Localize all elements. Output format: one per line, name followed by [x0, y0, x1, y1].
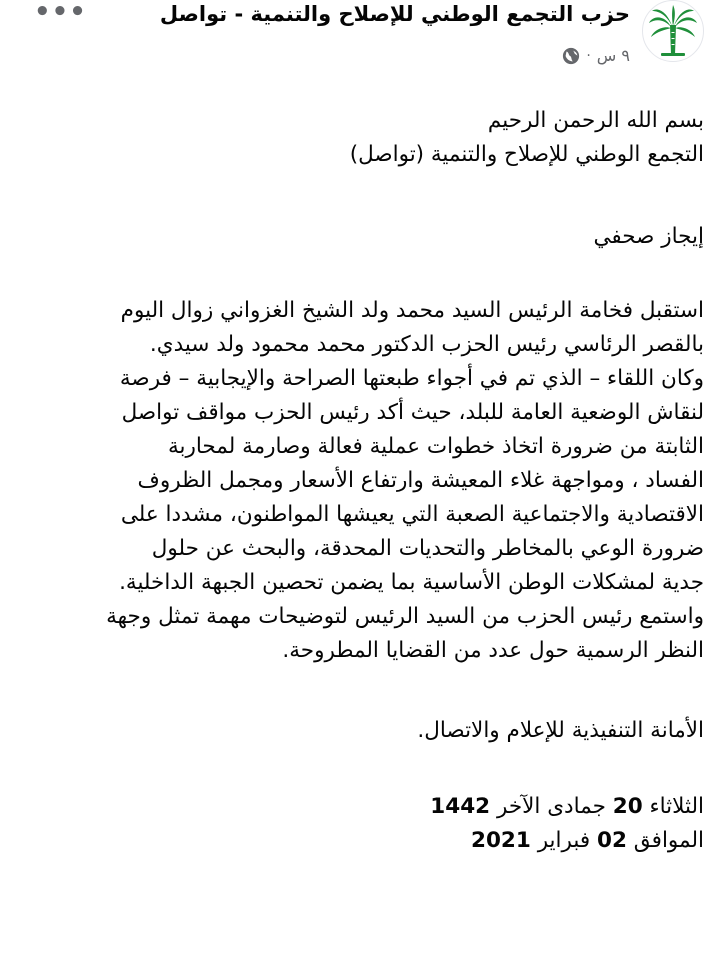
date-prefix: الموافق [633, 828, 704, 853]
paragraph-line: النظر الرسمية حول عدد من القضايا المطروحة. [282, 638, 704, 663]
palm-tree-logo [643, 1, 703, 61]
basmala: بسم الله الرحمن الرحيم [487, 108, 704, 133]
page-name[interactable]: حزب التجمع الوطني للإصلاح والتنمية - تواصل [159, 2, 630, 26]
paragraph-line: الثابتة من ضرورة اتخاذ خطوات عملية فعالة وصارمة لمحاربة [167, 434, 704, 459]
globe-icon[interactable] [562, 47, 580, 65]
paragraph-line: استقبل فخامة الرئيس السيد محمد ولد الشيخ الغزواني زوال اليوم [120, 298, 704, 323]
paragraph-line: الفساد ، ومواجهة غلاء المعيشة وارتفاع الأسعار ومجمل الظروف [137, 468, 704, 493]
signature: الأمانة التنفيذية للإعلام والاتصال. [417, 718, 704, 743]
date-month: فبراير [537, 828, 591, 853]
post-body [34, 104, 704, 858]
meta-separator: · [586, 47, 591, 64]
date-gregorian [34, 824, 704, 858]
date-day-name: الثلاثاء [649, 794, 704, 819]
date-year: 1442 [430, 794, 491, 819]
paragraph-line: ضرورة الوعي بالمخاطر والتحديات المحدقة، والبحث عن حلول [151, 536, 704, 561]
press-heading: إيجاز صحفي [593, 224, 704, 249]
post-header [0, 0, 720, 80]
press-paragraph [34, 294, 704, 668]
date-day: 20 [612, 794, 643, 819]
date-month: جمادى الآخر [496, 794, 606, 819]
date-year: 2021 [471, 828, 531, 853]
paragraph-line: وكان اللقاء – الذي تم في أجواء طبعتها الصراحة والإيجابية – فرصة [119, 366, 704, 391]
date-hijri [34, 790, 704, 824]
page-avatar[interactable] [642, 0, 704, 62]
post-meta [562, 46, 630, 65]
date-day: 02 [596, 828, 627, 853]
paragraph-line: الاقتصادية والاجتماعية الصعبة التي يعيشها المواطنون، مشددا على [120, 502, 704, 527]
paragraph-line: واستمع رئيس الحزب من السيد الرئيس لتوضيحات مهمة تمثل وجهة [106, 604, 704, 629]
more-options-icon[interactable]: ••• [34, 0, 87, 27]
paragraph-line: بالقصر الرئاسي رئيس الحزب الدكتور محمد محمود ولد سيدي. [149, 332, 704, 357]
paragraph-line: جدية لمشكلات الوطن الأساسية بما يضمن تحصين الجبهة الداخلية. [119, 570, 704, 595]
organization-name: التجمع الوطني للإصلاح والتنمية (تواصل) [349, 142, 704, 167]
post-time[interactable]: ٩ س [596, 46, 630, 65]
paragraph-line: لنقاش الوضعية العامة للبلد، حيث أكد رئيس الحزب مواقف تواصل [121, 400, 704, 425]
